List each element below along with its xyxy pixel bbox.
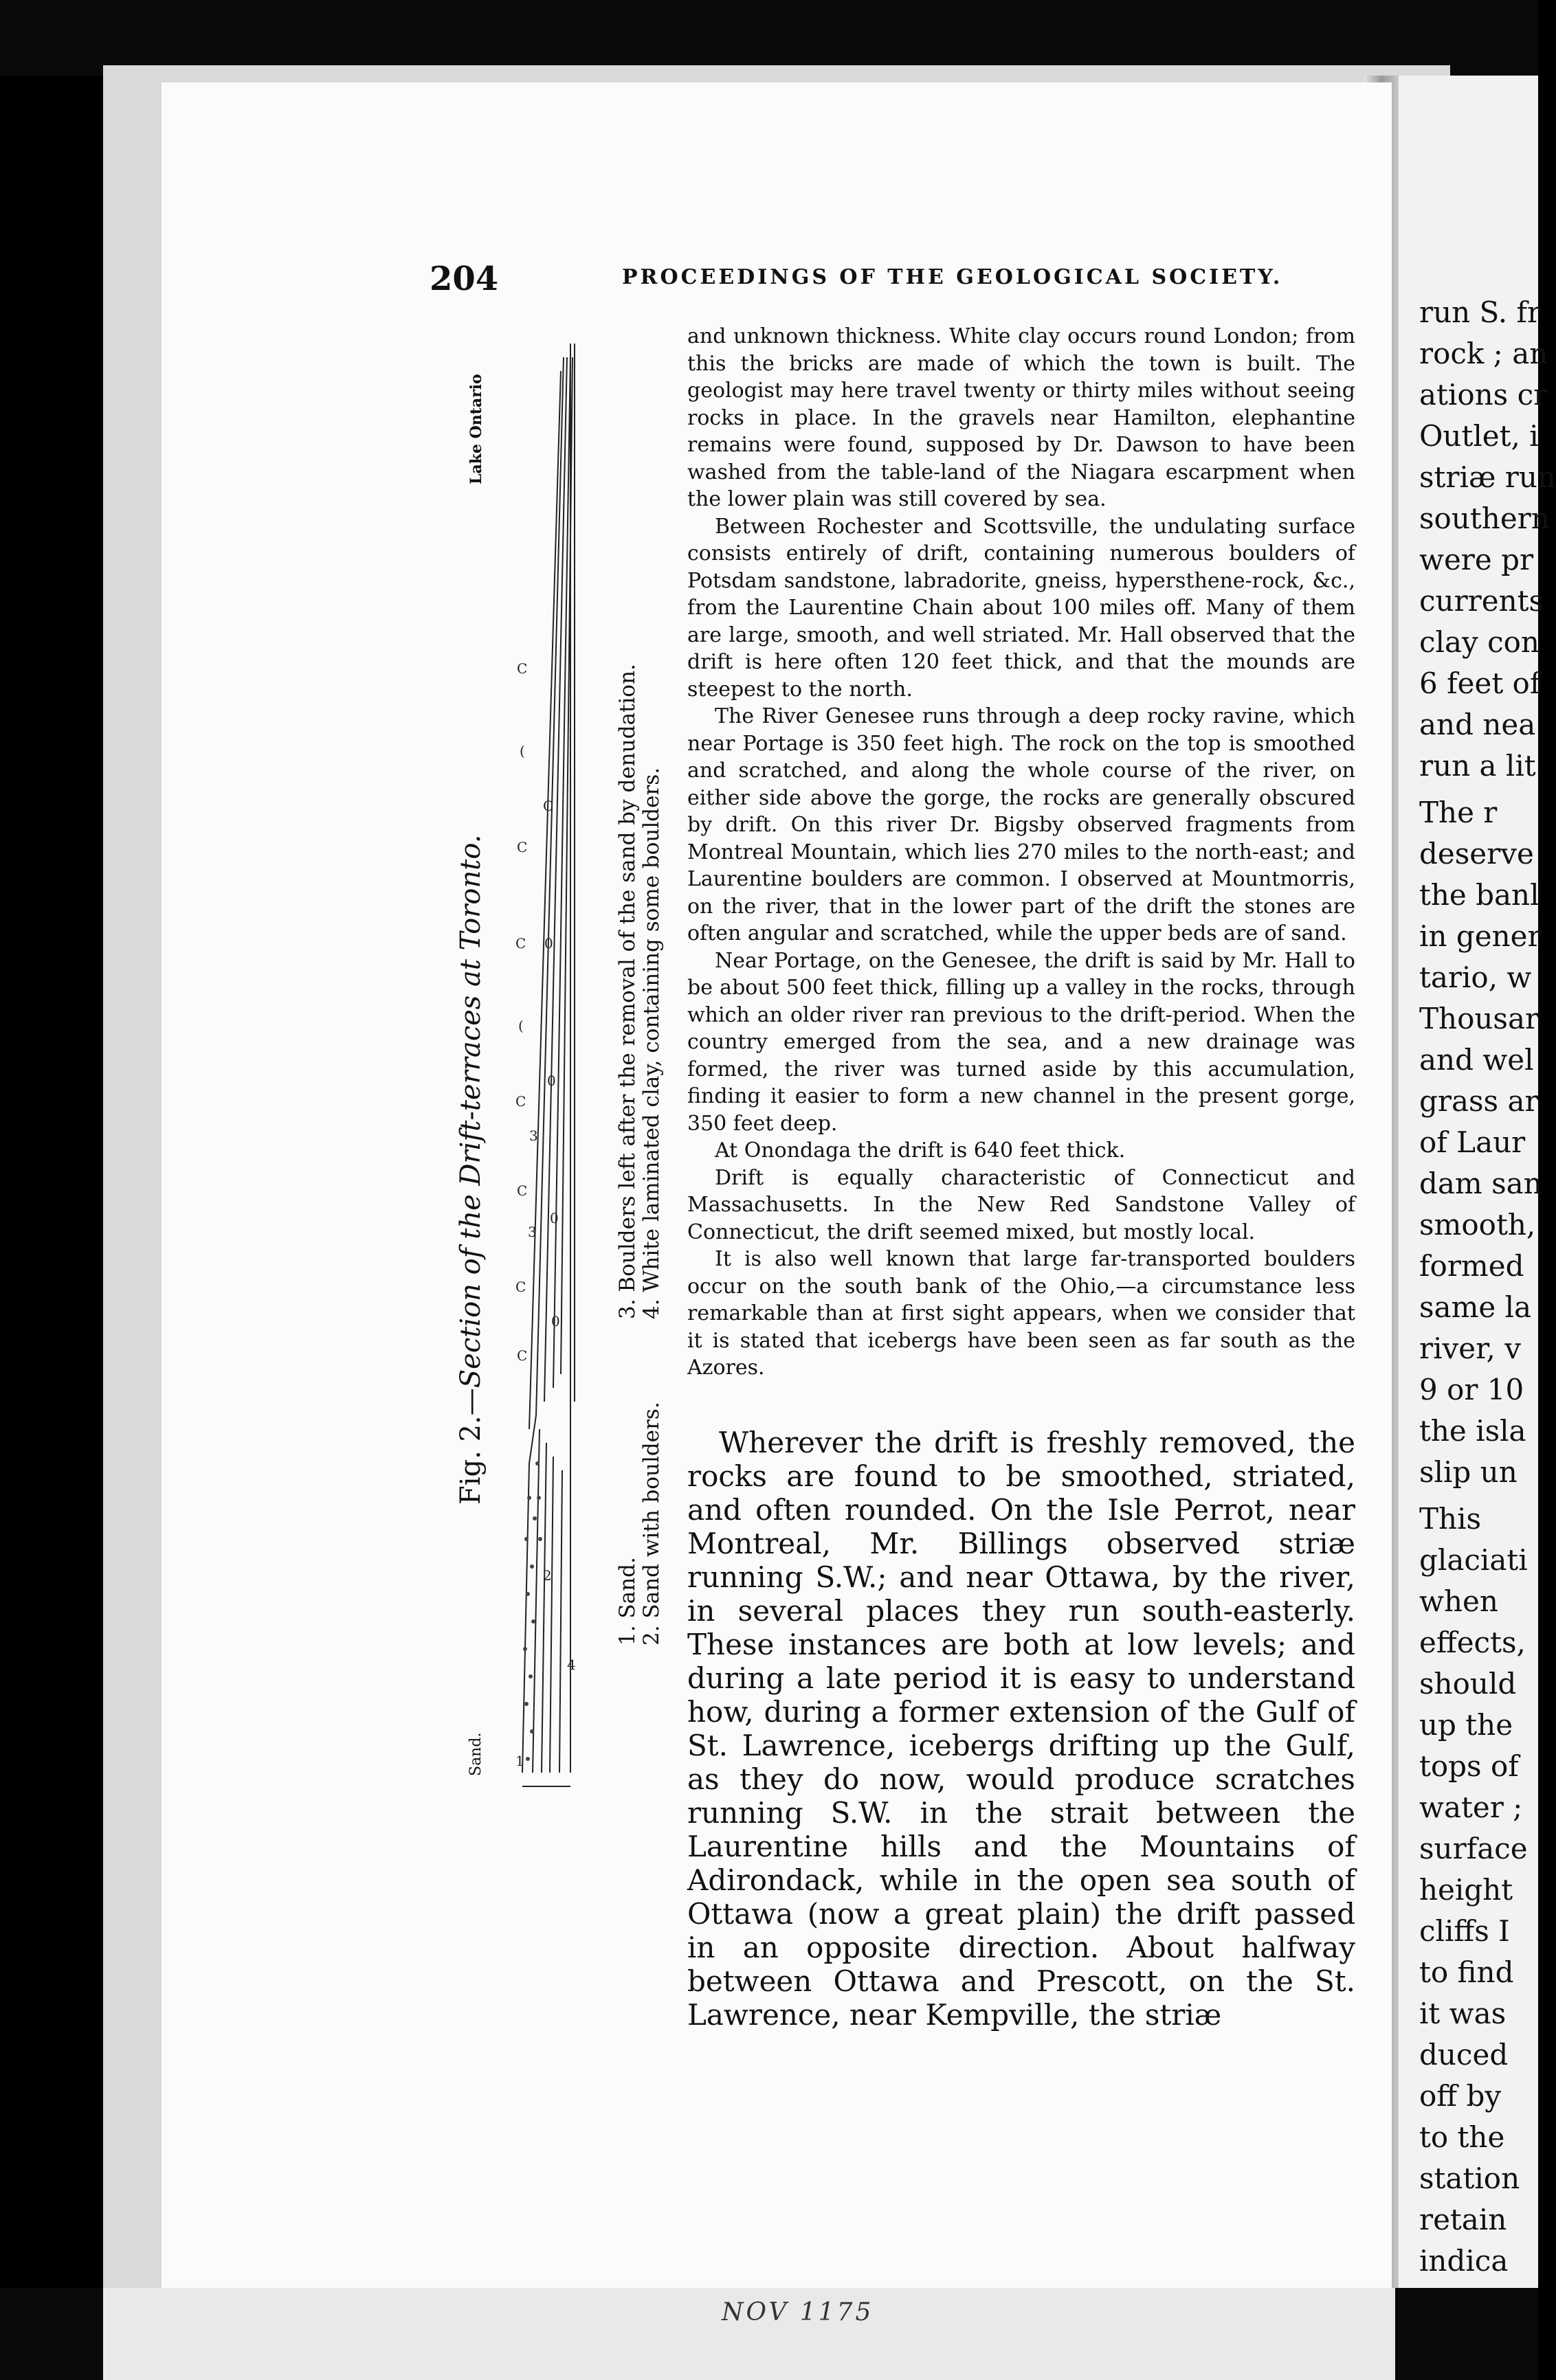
svg-text:2: 2	[543, 1567, 552, 1584]
running-head: PROCEEDINGS OF THE GEOLOGICAL SOCIETY.	[622, 265, 1283, 289]
facing-page-line: 9 or 10	[1419, 1373, 1524, 1406]
label-lake-ontario: Lake Ontario	[467, 374, 485, 484]
facing-page-line: ations cr	[1419, 378, 1548, 412]
facing-page-line: were pr	[1419, 543, 1534, 576]
facing-page-line: run a lit	[1419, 749, 1536, 783]
facing-page-line: station	[1419, 2162, 1520, 2195]
facing-page-line: surface	[1419, 1832, 1528, 1865]
svg-text:C: C	[515, 1093, 526, 1110]
svg-text:(: (	[518, 1018, 524, 1034]
paragraph-3: The River Genesee runs through a deep rocky ravine, which near Portage is 350 feet high. The rock on the top is smoothed and scratched, and along the whole course of the river, on either side above the gorge, the rocks are generally obscured by drift. On this river Dr. Bigsby observed fragments from Montreal Mountain, which lies 270 miles to the north-east; and Laurentine boulders are common. I observed at Mountmorris, on the river, that in the lower part of the drift the stones are often angular and scratched, while the upper beds are of sand.	[687, 704, 1355, 945]
facing-page-line: southern	[1419, 502, 1550, 535]
svg-text:C: C	[517, 1347, 528, 1364]
svg-text:3: 3	[528, 1224, 537, 1240]
figure-caption-title: Section of the Drift-terraces at Toronto.	[455, 834, 487, 1389]
facing-page-line: the banl	[1419, 878, 1540, 912]
facing-page	[1388, 76, 1556, 2380]
legend-item-4: 4. White laminated clay, containing some boulders.	[639, 767, 664, 1319]
facing-page-line: in gener	[1419, 919, 1542, 953]
facing-page-line: smooth,	[1419, 1208, 1536, 1242]
svg-text:4: 4	[567, 1657, 576, 1673]
facing-page-line: effects,	[1419, 1626, 1526, 1659]
facing-page-line: dam san	[1419, 1167, 1542, 1200]
facing-page-line: to find	[1419, 1955, 1514, 1989]
facing-page-line: run S. fr	[1419, 295, 1542, 329]
facing-page-line: rock ; an	[1419, 337, 1548, 370]
facing-page-line: This	[1419, 1502, 1482, 1536]
paragraph-2: Between Rochester and Scottsville, the undulating surface consists entirely of drift, containing numerous boulders of Potsdam sandstone, labradorite, gneiss, hypersthene-rock, &c., from the Laurentine Chain about 100 miles off. Many of them are large, smooth, and well striated. Mr. Hall observed that the drift is here often 120 feet thick, and that the mounds are steepest to the north.	[687, 514, 1355, 701]
main-text-large	[687, 1426, 1355, 2032]
facing-page-line: it was	[1419, 1997, 1507, 2030]
page-number: 204	[430, 260, 499, 298]
facing-page-line: cliffs I	[1419, 1914, 1510, 1948]
facing-page-line: The r	[1419, 796, 1498, 829]
section-diagram	[502, 330, 598, 1807]
paragraph-1: and unknown thickness. White clay occurs round London; from this the bricks are made of which the town is built. The geologist may here travel twenty or thirty miles without seeing rocks in place. In the gravels near Hamilton, elephantine remains were found, supposed by Dr. Dawson to have been washed from the table-land of the Niagara escarpment when the lower plain was still covered by sea.	[687, 324, 1355, 511]
svg-text:C: C	[517, 839, 528, 855]
facing-page-line: to the	[1419, 2120, 1505, 2154]
facing-page-line: currents	[1419, 584, 1544, 618]
svg-text:C: C	[517, 660, 528, 677]
facing-page-line: 6 feet of	[1419, 666, 1541, 700]
svg-text:0: 0	[550, 1210, 559, 1226]
facing-page-line: clay con	[1419, 625, 1540, 659]
figure-drift-terraces	[440, 330, 694, 1979]
facing-page-line: river, v	[1419, 1332, 1521, 1365]
paragraph-large: Wherever the drift is freshly removed, the rocks are found to be smoothed, striated, and often rounded. On the Isle Perrot, near Montreal, Mr. Billings observed striæ running S.W.; and near Ottawa, by the river, in several places they run south-easterly. These instances are both at low levels; and during a late period it is easy to understand how, during a former extension of the Gulf of St. Lawrence, icebergs drifting up the Gulf, as they do now, would produce scratches running S.W. in the strait between the Laurentine hills and the Mountains of Adirondack, while in the open sea south of Ottawa (now a great plain) the drift passed in an opposite direction. About halfway between Ottawa and Prescott, on the St. Lawrence, near Kempville, the striæ	[687, 1426, 1355, 2032]
facing-page-line: and wel	[1419, 1043, 1534, 1077]
facing-page-line: retain	[1419, 2203, 1507, 2236]
svg-text:0: 0	[547, 1073, 556, 1089]
svg-text:3: 3	[529, 1127, 538, 1144]
facing-page-line: height	[1419, 1873, 1513, 1907]
facing-page-line: Thousar	[1419, 1002, 1540, 1035]
facing-page-line: striæ run	[1419, 460, 1556, 494]
facing-page-line: tario, w	[1419, 961, 1532, 994]
facing-page-line: up the	[1419, 1708, 1513, 1742]
facing-page-line: tops of	[1419, 1749, 1519, 1783]
facing-page-line: indica	[1419, 2244, 1509, 2278]
facing-page-line: deserve	[1419, 837, 1534, 871]
svg-text:(: (	[520, 743, 525, 759]
scan-background-top	[0, 0, 1538, 76]
facing-page-line: duced	[1419, 2038, 1509, 2072]
facing-page-line: when	[1419, 1584, 1498, 1618]
facing-page-line: grass ar	[1419, 1084, 1539, 1118]
handwritten-note: NOV 1175	[722, 2298, 874, 2326]
legend-item-1: 1. Sand.	[615, 1557, 640, 1646]
facing-page-line: slip un	[1419, 1455, 1518, 1489]
facing-page-line: off by	[1419, 2079, 1502, 2113]
facing-page-line: should	[1419, 1667, 1517, 1700]
legend-item-2: 2. Sand with boulders.	[639, 1402, 664, 1646]
facing-page-line: same la	[1419, 1290, 1532, 1324]
main-text-small	[687, 323, 1355, 1382]
facing-page-line: and nea	[1419, 708, 1536, 741]
paragraph-7: It is also well known that large far-transported boulders occur on the south bank of the Ohio,—a circumstance less remarkable than at first sight appears, when we consider that it is stated that icebergs have been seen as far south as the Azores.	[687, 1247, 1355, 1380]
figure-caption: Fig. 2.—Section of the Drift-terraces at Toronto.	[455, 834, 487, 1505]
svg-text:C: C	[543, 798, 554, 814]
svg-text:C: C	[515, 1279, 526, 1295]
facing-page-line: formed	[1419, 1249, 1524, 1283]
facing-page-line: Outlet, i	[1419, 419, 1539, 453]
facing-page-line: of Laur	[1419, 1125, 1526, 1159]
label-sand: Sand.	[467, 1732, 485, 1776]
paragraph-5: At Onondaga the drift is 640 feet thick.	[715, 1138, 1126, 1163]
svg-text:C: C	[515, 935, 526, 952]
facing-page-line: water ;	[1419, 1790, 1523, 1824]
svg-text:1: 1	[515, 1753, 524, 1769]
paragraph-4: Near Portage, on the Genesee, the drift is said by Mr. Hall to be about 500 feet thick, filling up a valley in the rocks, through which an older river ran previous to the drift-period. When the country emerged from the sea, and a new drainage was formed, the river was turned aside by this accumulation, finding it easier to form a new channel in the present gorge, 350 feet deep.	[687, 948, 1355, 1136]
svg-text:0: 0	[551, 1313, 560, 1329]
svg-text:C: C	[517, 1182, 528, 1199]
facing-page-line: glaciati	[1419, 1543, 1528, 1577]
paragraph-6: Drift is equally characteristic of Connecticut and Massachusetts. In the New Red Sandstone Valley of Connecticut, the drift seemed mixed, but mostly local.	[687, 1165, 1355, 1244]
svg-text:0: 0	[544, 935, 553, 952]
facing-page-line: the isla	[1419, 1414, 1526, 1448]
legend-item-3: 3. Boulders left after the removal of the sand by denudation.	[615, 664, 640, 1319]
